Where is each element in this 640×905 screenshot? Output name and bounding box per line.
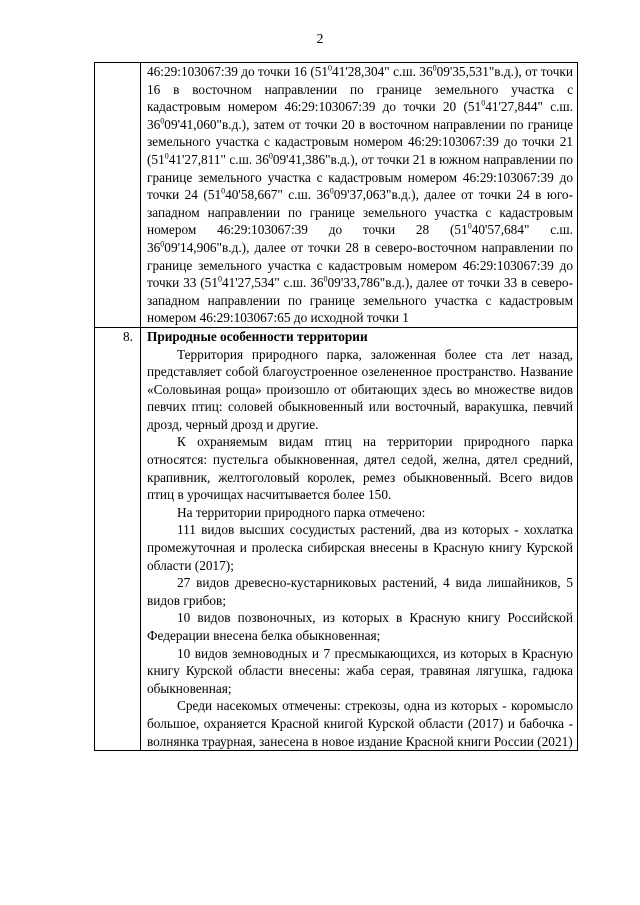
page-number: 2 <box>316 32 324 47</box>
paragraph: 27 видов древесно-кустарниковых растений, 4 вида лишайников, 5 видов грибов; <box>147 575 573 608</box>
paragraph: К охраняемым видам птиц на территории природного парка относятся: пустельга обыкновенная, дятел седой, желна, дятел средний, крапивник, желтоголовый королек, ремез обыкновенный. Всего видов птиц в урочищах насчитывается более 150. <box>147 434 573 503</box>
row-number-cell <box>95 63 141 328</box>
paragraph: Среди насекомых отмечены: стрекозы, одна из которых - коромысло большое, охраняется Красной книгой Курской области (2017) и бабочка - волнянка траурная, занесена в новое издание Красной книги России (2021) <box>147 698 573 749</box>
paragraph: Территория природного парка, заложенная более ста лет назад, представляет собой благоустроенное озелененное пространство. Название «Соловьиная роща» произошло от обитающих здесь во множестве видов певчих птиц: соловей обыкновенный или восточный, варакушка, певчий дрозд, черный дрозд и другие. <box>147 346 573 432</box>
row-text-cell <box>141 327 578 750</box>
section-heading: Природные особенности территории <box>147 328 368 344</box>
boundary-description: 46:29:103067:39 до точки 16 ($51^041'28,304$" с.ш. $36^009'35,531"в.д$.), от точки 16 в восточном направлении по границе земельного участка с кадастровым номером 46:29:103067:39 до точки 20 ($51^041'27,844$" с.ш. $36^009'41,060"в.д$.), затем от точки 20 в восточном направлении по границе земельного участка с кадастровым номером 46:29:103067:39 до точки 21 ($51^041'27,811$" с.ш. $36^009'41,386"в.д$.), от точки 21 в южном направлении по границе земельного участка с кадастровым номером 46:29:103067:39 до точки 24 ($51^040'58,667$" с.ш. $36^009'37,063"в.д$.), далее от точки 24 в юго-западном направлении по границе земельного участка с кадастровым номером 46:29:103067:39 до точки 28 ($51^040'57,684$" с.ш. $36^009'14,906"в.д$.), далее от точки 28 в северо-восточном направлении по границе земельного участка с кадастровым номером 46:29:103067:39 до точки 33 ($51^041'27,534$" с.ш. $36^009'33,786"в.д$.), далее от точки 33 в северо-западном направлении по границе земельного участка с кадастровым номером 46:29:103067:65 до исходной точки 1 <box>147 63 574 326</box>
row-number: 8. <box>123 328 133 344</box>
zones-table <box>94 62 578 751</box>
paragraph: 10 видов земноводных и 7 пресмыкающихся, из которых в Красную книгу Курской области внесены: жаба серая, травяная лягушка, гадюка обыкновенная; <box>147 645 573 696</box>
row-number-cell <box>95 327 141 750</box>
table-row <box>95 327 578 750</box>
paragraph: 10 видов позвоночных, из которых в Красную книгу Российской Федерации внесена белка обыкновенная; <box>147 610 573 643</box>
row-text-cell <box>141 63 578 328</box>
table-row <box>95 63 578 328</box>
paragraph: На территории природного парка отмечено: <box>177 504 426 520</box>
paragraph: 111 видов высших сосудистых растений, два из которых - хохлатка промежуточная и пролеска сибирская внесены в Красную книгу Курской области (2017); <box>147 522 573 573</box>
